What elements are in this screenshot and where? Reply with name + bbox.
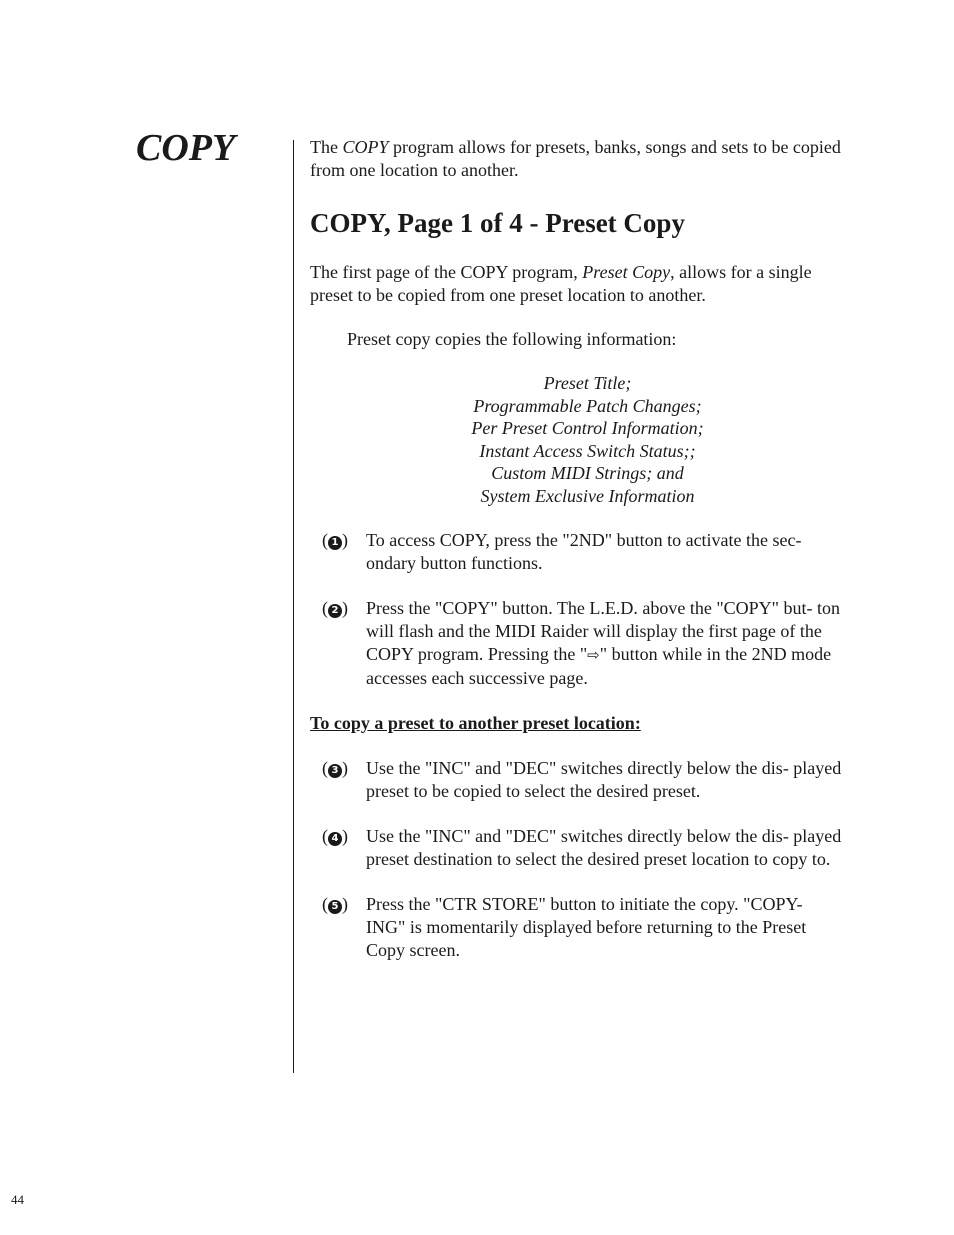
step-number-badge: 2 xyxy=(328,604,342,618)
intro-text-rest: program allows for presets, banks, songs and sets to be copied from one location to another. xyxy=(310,137,841,180)
step-number: ( 4 ) xyxy=(322,825,348,846)
step-number-badge: 4 xyxy=(328,832,342,846)
page-heading: COPY, Page 1 of 4 - Preset Copy xyxy=(310,208,685,238)
step-number: ( 3 ) xyxy=(322,757,348,778)
step-3 xyxy=(310,757,845,803)
info-list-item: Per Preset Control Information; xyxy=(471,418,704,439)
info-list-item: Programmable Patch Changes; xyxy=(473,395,702,416)
step-text-rest: " button while in the 2ND mode accesses each successive page. xyxy=(366,643,832,688)
desc-text: The first page of the COPY program, xyxy=(310,262,583,282)
intro-text: The xyxy=(310,137,343,157)
subheading: To copy a preset to another preset location: xyxy=(310,712,641,733)
description-paragraph xyxy=(310,261,845,307)
info-list-item: Custom MIDI Strings; and xyxy=(491,463,684,484)
info-list-item: Preset Title; xyxy=(543,373,632,393)
step-text: Press the "CTR STORE" button to initiate the copy. "COPY- ING" is momentarily displayed before returning to the Preset Copy screen. xyxy=(366,893,807,960)
intro-italic: COPY xyxy=(342,137,389,157)
info-list-item: System Exclusive Information xyxy=(480,485,695,506)
step-4 xyxy=(310,825,845,871)
info-list-item: Instant Access Switch Status;; xyxy=(479,440,696,461)
step-number: ( 5 ) xyxy=(322,893,348,914)
step-number-badge: 5 xyxy=(328,900,342,914)
section-title: COPY xyxy=(136,127,236,169)
info-list xyxy=(310,372,845,508)
step-text: Use the "INC" and "DEC" switches directly below the dis- played preset to be copied to select the desired preset. xyxy=(366,757,842,801)
step-text: Use the "INC" and "DEC" switches directly below the dis- played preset destination to select the desired preset location to copy to. xyxy=(366,825,842,869)
intro-paragraph xyxy=(310,136,845,182)
desc-italic: Preset Copy xyxy=(582,262,671,282)
page-number: 44 xyxy=(11,1192,24,1207)
step-number-badge: 3 xyxy=(328,764,342,778)
copies-info-paragraph: Preset copy copies the following information: xyxy=(347,329,677,349)
main-column xyxy=(310,136,845,984)
step-number: ( 1 ) xyxy=(322,529,348,550)
step-2 xyxy=(310,597,845,690)
step-number: ( 2 ) xyxy=(322,597,348,618)
right-arrow-icon: ⇨ xyxy=(587,645,600,664)
step-1 xyxy=(310,529,845,575)
step-number-badge: 1 xyxy=(328,536,342,550)
vertical-divider xyxy=(293,140,294,1073)
step-text: To access COPY, press the "2ND" button to activate the sec- ondary button functions. xyxy=(366,529,802,573)
step-text: Press the "COPY" button. The L.E.D. above the "COPY" but- ton will flash and the MIDI Raider will display the first page of the COPY program. Pressing the " xyxy=(366,597,841,664)
desc-text-rest: , allows for a single preset to be copied from one preset location to another. xyxy=(310,262,812,305)
step-5 xyxy=(310,893,845,962)
